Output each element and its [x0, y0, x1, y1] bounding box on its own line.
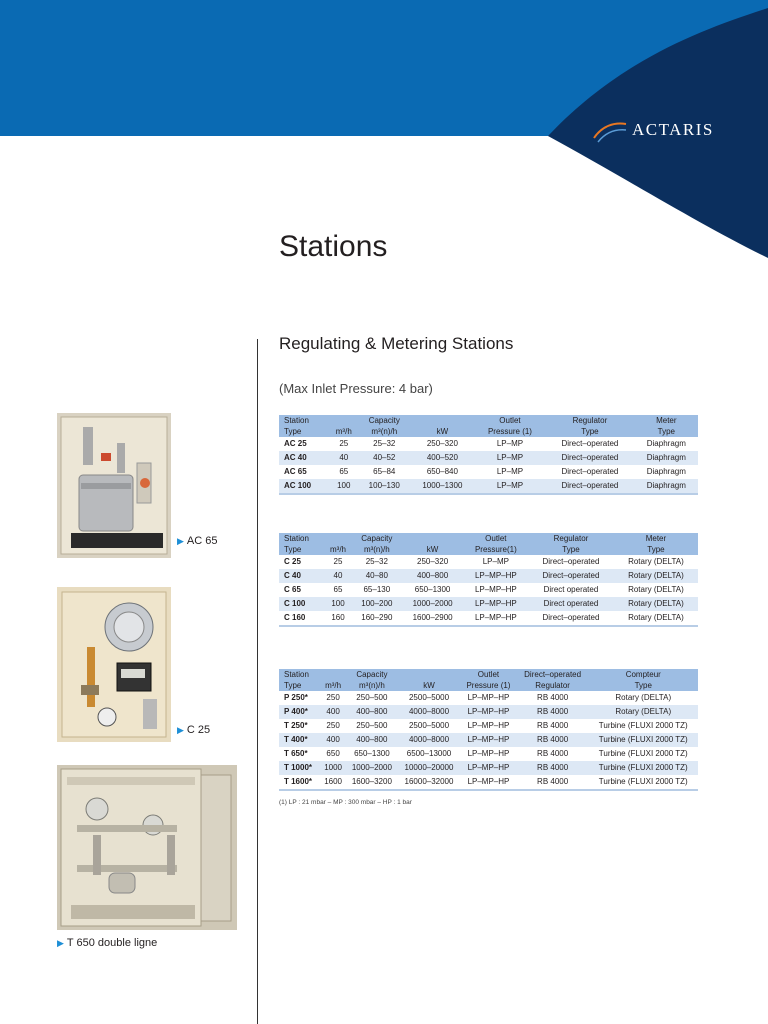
table-cell: Direct–operated [528, 569, 614, 583]
table-cell: AC 25 [284, 439, 307, 448]
table-cell: LP–MP–HP [460, 761, 517, 775]
table-cell: 1000–2000 [402, 597, 464, 611]
table-cell: RB 4000 [537, 749, 569, 758]
table-cell: Diaphragm [646, 467, 686, 476]
table-cell: 1000 [320, 761, 346, 775]
col-header: Pressure (1) [475, 426, 545, 437]
col-header: m³(n)/h [352, 544, 402, 555]
photo-caption [177, 724, 210, 736]
col-header: Type [279, 426, 329, 437]
table-cell: Turbine (FLUXI 2000 TZ) [589, 761, 699, 775]
table-cell: 100 [324, 597, 352, 611]
table-cell: LP–MP–HP [467, 693, 510, 702]
table-cell: Direct–operated [561, 439, 619, 448]
table-cell: 100–130 [358, 479, 410, 494]
triangle-bullet-icon: ▶ [177, 536, 184, 546]
table-header-row [279, 544, 698, 555]
table-cell: 400 [320, 733, 346, 747]
table-cell: 4000–8000 [398, 733, 460, 747]
table-p-t-stations [279, 669, 698, 791]
table-cell: 65–130 [363, 585, 391, 594]
table-cell: Direct–operated [545, 479, 634, 494]
table-cell: Turbine (FLUXI 2000 TZ) [598, 721, 688, 730]
col-header: Capacity [358, 415, 410, 426]
col-header: Meter [635, 415, 698, 426]
table-cell: 1600–3200 [346, 775, 398, 790]
table-cell: 25–32 [365, 557, 388, 566]
table-header-row [279, 669, 698, 680]
table-row [279, 611, 698, 626]
table-cell: LP–MP [475, 451, 545, 465]
table-cell: Direct–operated [542, 557, 600, 566]
table-cell: Direct operated [543, 585, 599, 594]
table-cell: LP–MP [496, 467, 524, 476]
table-cell: 650–840 [426, 467, 458, 476]
table-cell: Rotary (DELTA) [589, 705, 699, 719]
section-title: Regulating & Metering Stations [279, 334, 514, 353]
col-header: Pressure(1) [464, 544, 528, 555]
table-cell: Diaphragm [635, 479, 698, 494]
table-cell: C 65 [284, 585, 301, 594]
col-header: Capacity [352, 533, 402, 544]
table-cell: LP–MP–HP [474, 585, 517, 594]
footnote: (1) LP : 21 mbar – MP : 300 mbar – HP : 1 bar [279, 799, 412, 806]
table-cell: 650–1300 [354, 749, 390, 758]
table-row [279, 761, 698, 775]
table-cell: 2500–5000 [408, 721, 450, 730]
ac65-station-photo [57, 413, 171, 558]
col-header [398, 669, 460, 680]
table-cell: Rotary (DELTA) [614, 597, 698, 611]
table-cell: RB 4000 [537, 693, 569, 702]
triangle-bullet-icon: ▶ [57, 938, 64, 948]
table-cell: 10000–20000 [398, 761, 460, 775]
col-header: m³(n)/h [358, 426, 410, 437]
col-header: Type [635, 426, 698, 437]
col-header [410, 415, 475, 426]
table-cell: 400–800 [346, 705, 398, 719]
table-cell: Direct operated [528, 597, 614, 611]
col-header: kW [398, 680, 460, 691]
table-cell: Rotary (DELTA) [614, 569, 698, 583]
table-row [279, 451, 698, 465]
table-row [279, 597, 698, 611]
table-cell: 40–80 [352, 569, 402, 583]
col-header: Station [279, 533, 324, 544]
table-cell: 400–520 [410, 451, 475, 465]
col-header: Regulator [528, 533, 614, 544]
table-cell: AC 100 [279, 479, 329, 494]
table-cell: 250 [326, 693, 340, 702]
c25-station-photo [57, 587, 171, 742]
table-cell: C 25 [284, 557, 301, 566]
table-cell: LP–MP [482, 557, 509, 566]
table-row [279, 479, 698, 494]
table-cell: 40 [329, 451, 358, 465]
table-row [279, 691, 698, 705]
table-cell: RB 4000 [517, 705, 589, 719]
col-header: m³/h [320, 680, 346, 691]
col-header: m³/h [324, 544, 352, 555]
caption-text: AC 65 [186, 535, 218, 547]
caption-text: T 650 double ligne [66, 937, 158, 949]
table-row [279, 437, 698, 451]
table-row [279, 569, 698, 583]
table-cell: 250 [326, 721, 340, 730]
col-header: Station [279, 415, 329, 426]
table-cell: 16000–32000 [398, 775, 460, 790]
brand-logo-text: ACTARIS [632, 120, 714, 139]
table-header-row [279, 415, 698, 426]
table-cell: 650 [326, 749, 340, 758]
col-header: Type [545, 426, 634, 437]
column-divider [257, 339, 258, 1024]
table-cell: LP–MP–HP [467, 721, 510, 730]
table-cell: 250–500 [356, 721, 388, 730]
col-header: Direct–operated [517, 669, 589, 680]
table-cell: RB 4000 [517, 733, 589, 747]
table-cell: 100 [329, 479, 358, 494]
table-cell: C 40 [279, 569, 324, 583]
caption-text: C 25 [186, 724, 211, 736]
table-cell: LP–MP–HP [460, 705, 517, 719]
table-cell: 40 [324, 569, 352, 583]
table-cell: LP–MP [475, 479, 545, 494]
col-header: Type [279, 680, 320, 691]
table-cell: T 400* [279, 733, 320, 747]
table-cell: 100–200 [352, 597, 402, 611]
table-cell: 4000–8000 [398, 705, 460, 719]
t650-station-photo [57, 765, 237, 930]
col-header: kW [410, 426, 475, 437]
table-cell: T 1600* [279, 775, 320, 790]
table-header-row [279, 680, 698, 691]
table-cell: Diaphragm [635, 451, 698, 465]
table-cell: C 100 [279, 597, 324, 611]
triangle-bullet-icon: ▶ [177, 725, 184, 735]
table-cell: 1000–2000 [346, 761, 398, 775]
col-header: m³/h [329, 426, 358, 437]
col-header [329, 415, 358, 426]
col-header: Regulator [545, 415, 634, 426]
table-cell: P 250* [284, 693, 308, 702]
table-cell: Rotary (DELTA) [615, 693, 672, 702]
table-cell: C 160 [279, 611, 324, 626]
table-cell: 160–290 [352, 611, 402, 626]
photo-caption [57, 937, 157, 949]
col-header: m³(n)/h [346, 680, 398, 691]
table-cell: Rotary (DELTA) [628, 557, 684, 566]
table-cell: Rotary (DELTA) [614, 611, 698, 626]
table-cell: 2500–5000 [408, 693, 450, 702]
table-cell: AC 65 [284, 467, 307, 476]
table-cell: LP–MP–HP [460, 733, 517, 747]
table-header-row [279, 533, 698, 544]
table-cell: T 1000* [279, 761, 320, 775]
col-header: Type [614, 544, 698, 555]
table-ac-stations [279, 415, 698, 495]
col-header: Capacity [346, 669, 398, 680]
col-header [324, 533, 352, 544]
col-header: Pressure (1) [460, 680, 517, 691]
table-cell: 65 [333, 585, 343, 594]
table-cell: 40–52 [358, 451, 410, 465]
col-header: Compteur [589, 669, 699, 680]
table-cell: LP–MP–HP [467, 749, 510, 758]
table-cell: 650–1300 [414, 585, 451, 594]
table-row [279, 705, 698, 719]
table-cell: RB 4000 [517, 775, 589, 790]
col-header: Outlet [464, 533, 528, 544]
table-cell: Turbine (FLUXI 2000 TZ) [589, 775, 699, 790]
table-cell: 400 [320, 705, 346, 719]
col-header: Type [589, 680, 699, 691]
table-cell: 1600 [320, 775, 346, 790]
col-header: Meter [614, 533, 698, 544]
table-cell: 250–320 [417, 557, 449, 566]
col-header: Regulator [517, 680, 589, 691]
table-cell: Direct–operated [528, 611, 614, 626]
table-cell: 65–84 [373, 467, 396, 476]
table-row [279, 719, 698, 733]
table-cell: 160 [324, 611, 352, 626]
table-cell: 25–32 [373, 439, 396, 448]
table-cell: T 650* [284, 749, 308, 758]
table-cell: LP–MP–HP [464, 569, 528, 583]
table-cell: AC 40 [279, 451, 329, 465]
table-cell: RB 4000 [517, 761, 589, 775]
table-cell: 250–320 [426, 439, 458, 448]
table-cell: RB 4000 [537, 721, 569, 730]
table-cell: 6500–13000 [406, 749, 452, 758]
table-cell: Rotary (DELTA) [628, 585, 684, 594]
table-row [279, 747, 698, 761]
col-header [320, 669, 346, 680]
table-cell: T 250* [284, 721, 308, 730]
table-row [279, 583, 698, 597]
table-cell: Turbine (FLUXI 2000 TZ) [598, 749, 688, 758]
table-cell: 400–800 [402, 569, 464, 583]
table-cell: 65 [339, 467, 349, 476]
table-cell: LP–MP [496, 439, 524, 448]
table-cell: Turbine (FLUXI 2000 TZ) [589, 733, 699, 747]
col-header [402, 533, 464, 544]
page-title: Stations [279, 230, 388, 263]
col-header: Type [528, 544, 614, 555]
table-cell: 25 [339, 439, 349, 448]
table-cell: Direct–operated [561, 467, 619, 476]
table-cell: 25 [333, 557, 343, 566]
table-row [279, 555, 698, 569]
table-cell: P 400* [279, 705, 320, 719]
table-cell: 1600–2900 [402, 611, 464, 626]
table-cell: LP–MP–HP [464, 611, 528, 626]
col-header: Type [279, 544, 324, 555]
table-cell: LP–MP–HP [460, 775, 517, 790]
section-subtitle: (Max Inlet Pressure: 4 bar) [279, 381, 433, 396]
table-header-row [279, 426, 698, 437]
col-header: Station [279, 669, 320, 680]
table-row [279, 775, 698, 790]
col-header: Outlet [460, 669, 517, 680]
col-header: kW [402, 544, 464, 555]
col-header: Outlet [475, 415, 545, 426]
table-row [279, 465, 698, 479]
table-cell: Direct–operated [545, 451, 634, 465]
table-cell: 250–500 [356, 693, 388, 702]
table-row [279, 733, 698, 747]
table-cell: Diaphragm [646, 439, 686, 448]
table-cell: LP–MP–HP [464, 597, 528, 611]
table-cell: 400–800 [346, 733, 398, 747]
photo-caption [177, 535, 218, 547]
table-cell: 1000–1300 [410, 479, 475, 494]
table-c-stations [279, 533, 698, 627]
